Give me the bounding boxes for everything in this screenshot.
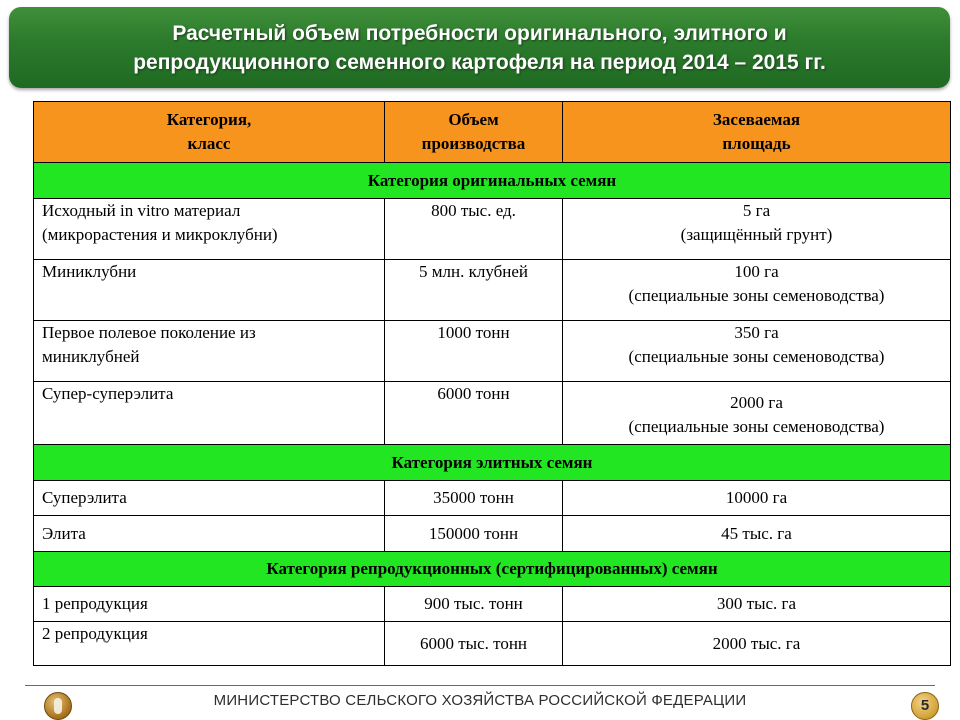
cell-category: 2 репродукция	[34, 622, 385, 666]
cell-volume: 6000 тыс. тонн	[385, 622, 563, 666]
section-row	[34, 445, 951, 481]
table-row	[34, 199, 951, 260]
table-row	[34, 321, 951, 382]
cell-volume: 35000 тонн	[385, 481, 563, 516]
header-volume-line: производства	[421, 134, 526, 153]
cell-category	[34, 321, 385, 382]
table-row	[34, 516, 951, 552]
cell-volume: 1000 тонн	[385, 321, 563, 382]
page-number-badge: 5	[911, 692, 939, 720]
cell-category: Элита	[34, 516, 385, 552]
cell-volume: 900 тыс. тонн	[385, 587, 563, 622]
table-row	[34, 382, 951, 445]
cell-volume: 6000 тонн	[385, 382, 563, 445]
header-area	[563, 102, 951, 163]
header-category-line: класс	[187, 134, 231, 153]
table-row	[34, 622, 951, 666]
section-row	[34, 552, 951, 587]
cell-text: (специальные зоны семеноводства)	[628, 347, 885, 366]
table-row	[34, 260, 951, 321]
cell-text: миниклубней	[42, 347, 140, 366]
table-row	[34, 481, 951, 516]
cell-area: 10000 га	[563, 481, 951, 516]
cell-category	[34, 199, 385, 260]
section-title: Категория репродукционных (сертифицированных) семян	[34, 552, 951, 587]
cell-text: 100 га	[734, 262, 779, 281]
cell-area	[563, 321, 951, 382]
cell-category: Суперэлита	[34, 481, 385, 516]
header-category	[34, 102, 385, 163]
table-row	[34, 587, 951, 622]
section-row	[34, 163, 951, 199]
cell-text: 350 га	[734, 323, 779, 342]
cell-text: 5 га	[742, 201, 771, 220]
cell-area: 2000 тыс. га	[563, 622, 951, 666]
cell-area	[563, 199, 951, 260]
cell-text: 2000 га	[730, 393, 783, 412]
seed-potato-table	[33, 101, 951, 666]
cell-category: Миниклубни	[34, 260, 385, 321]
cell-text: Исходный in vitro материал	[42, 201, 241, 220]
slide-title-line-2: репродукционного семенного картофеля на период 2014 – 2015 гг.	[133, 50, 826, 74]
table-header-row	[34, 102, 951, 163]
cell-text: Первое полевое поколение из	[42, 323, 256, 342]
cell-area: 300 тыс. га	[563, 587, 951, 622]
cell-category: Супер-суперэлита	[34, 382, 385, 445]
header-volume	[385, 102, 563, 163]
cell-volume: 5 млн. клубней	[385, 260, 563, 321]
cell-text: (специальные зоны семеноводства)	[628, 286, 885, 305]
section-title: Категория оригинальных семян	[34, 163, 951, 199]
cell-text: (защищённый грунт)	[680, 225, 833, 244]
cell-volume: 800 тыс. ед.	[385, 199, 563, 260]
header-area-line: площадь	[722, 134, 791, 153]
section-title: Категория элитных семян	[34, 445, 951, 481]
footer-ministry-name: МИНИСТЕРСТВО СЕЛЬСКОГО ХОЗЯЙСТВА РОССИЙСКОЙ ФЕДЕРАЦИИ	[213, 692, 747, 709]
slide-title-banner	[9, 7, 950, 88]
footer-divider	[25, 685, 935, 686]
header-category-line: Категория,	[166, 110, 252, 129]
slide-title-line-1: Расчетный объем потребности оригинального, элитного и	[172, 21, 787, 45]
header-volume-line: Объем	[448, 110, 499, 129]
cell-area	[563, 382, 951, 445]
cell-text: (специальные зоны семеноводства)	[628, 417, 885, 436]
cell-area: 45 тыс. га	[563, 516, 951, 552]
cell-category: 1 репродукция	[34, 587, 385, 622]
cell-area	[563, 260, 951, 321]
cell-volume: 150000 тонн	[385, 516, 563, 552]
header-area-line: Засеваемая	[712, 110, 801, 129]
cell-text: (микрорастения и микроклубни)	[42, 225, 278, 244]
